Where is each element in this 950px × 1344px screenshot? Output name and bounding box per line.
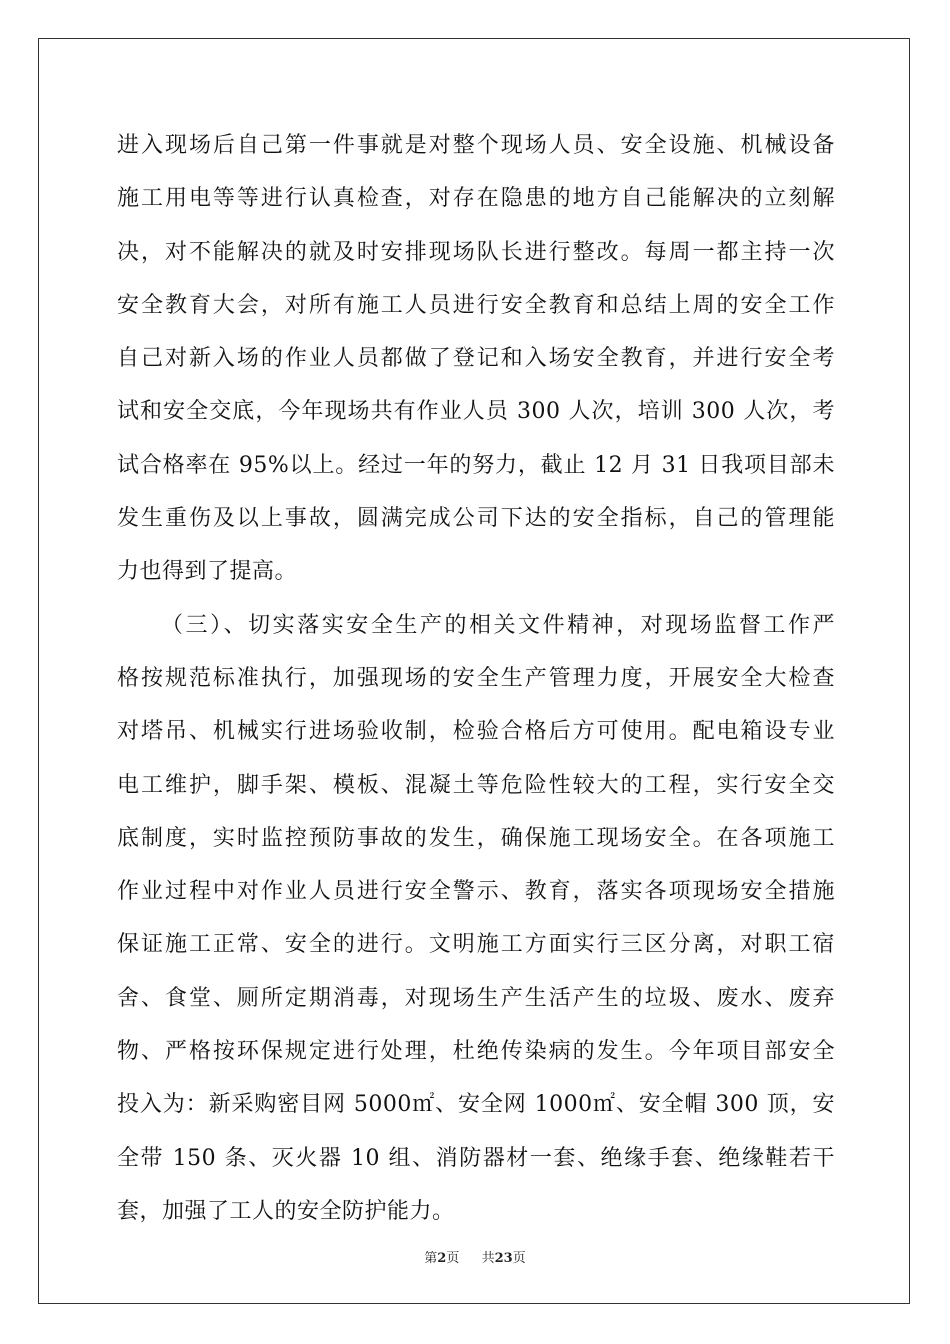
total-pages-number: 23 xyxy=(494,1251,513,1266)
text-line: 对塔吊、机械实行进场验收制，检验合格后方可使用。配电箱设专业 xyxy=(117,719,835,745)
text-line: 投入为：新采购密目网 5000㎡、安全网 1000㎡、安全帽 300 顶，安 xyxy=(117,1092,835,1118)
text-line: 底制度，实时监控预防事故的发生，确保施工现场安全。在各项施工 xyxy=(117,825,835,851)
text-line: 决，对不能解决的就及时安排现场队长进行整改。每周一都主持一次 xyxy=(117,239,835,265)
document-body xyxy=(117,126,835,1245)
total-prefix: 共 xyxy=(481,1251,495,1266)
page-indicator xyxy=(424,1247,459,1266)
text-line: 舍、食堂、厕所定期消毒，对现场生产生活产生的垃圾、废水、废弃 xyxy=(117,985,835,1011)
text-line: 自己对新入场的作业人员都做了登记和入场安全教育，并进行安全考 xyxy=(117,346,835,372)
text-line: 套，加强了工人的安全防护能力。 xyxy=(117,1198,455,1224)
page-footer xyxy=(0,1247,950,1266)
paragraph-start-line: （三）、切实落实安全生产的相关文件精神，对现场监督工作严 xyxy=(161,612,835,638)
total-suffix: 页 xyxy=(512,1251,526,1266)
text-line: 力也得到了提高。 xyxy=(117,559,298,585)
page-prefix: 第 xyxy=(424,1251,438,1266)
text-line: 试合格率在 95%以上。经过一年的努力，截止 12 月 31 日我项目部未 xyxy=(117,452,835,478)
text-line: 物、严格按环保规定进行处理，杜绝传染病的发生。今年项目部安全 xyxy=(117,1039,835,1065)
text-line: 施工用电等等进行认真检查，对存在隐患的地方自己能解决的立刻解 xyxy=(117,186,835,212)
page-number: 2 xyxy=(437,1251,447,1266)
text-line: 格按规范标准执行，加强现场的安全生产管理力度，开展安全大检查 xyxy=(117,665,835,691)
text-line: 进入现场后自己第一件事就是对整个现场人员、安全设施、机械设备 xyxy=(117,133,835,158)
text-line: 电工维护，脚手架、模板、混凝土等危险性较大的工程，实行安全交 xyxy=(117,772,835,798)
text-line: 安全教育大会，对所有施工人员进行安全教育和总结上周的安全工作 xyxy=(117,292,835,318)
text-line: 保证施工正常、安全的进行。文明施工方面实行三区分离，对职工宿 xyxy=(117,932,835,958)
text-line: 发生重伤及以上事故，圆满完成公司下达的安全指标，自己的管理能 xyxy=(117,506,835,532)
text-line: 试和安全交底，今年现场共有作业人员 300 人次，培训 300 人次，考 xyxy=(117,399,835,425)
page-suffix: 页 xyxy=(446,1251,460,1266)
text-line: 全带 150 条、灭火器 10 组、消防器材一套、绝缘手套、绝缘鞋若干 xyxy=(117,1145,835,1171)
text-line: 作业过程中对作业人员进行安全警示、教育，落实各项现场安全措施 xyxy=(117,879,835,905)
total-pages-indicator xyxy=(482,1247,526,1266)
